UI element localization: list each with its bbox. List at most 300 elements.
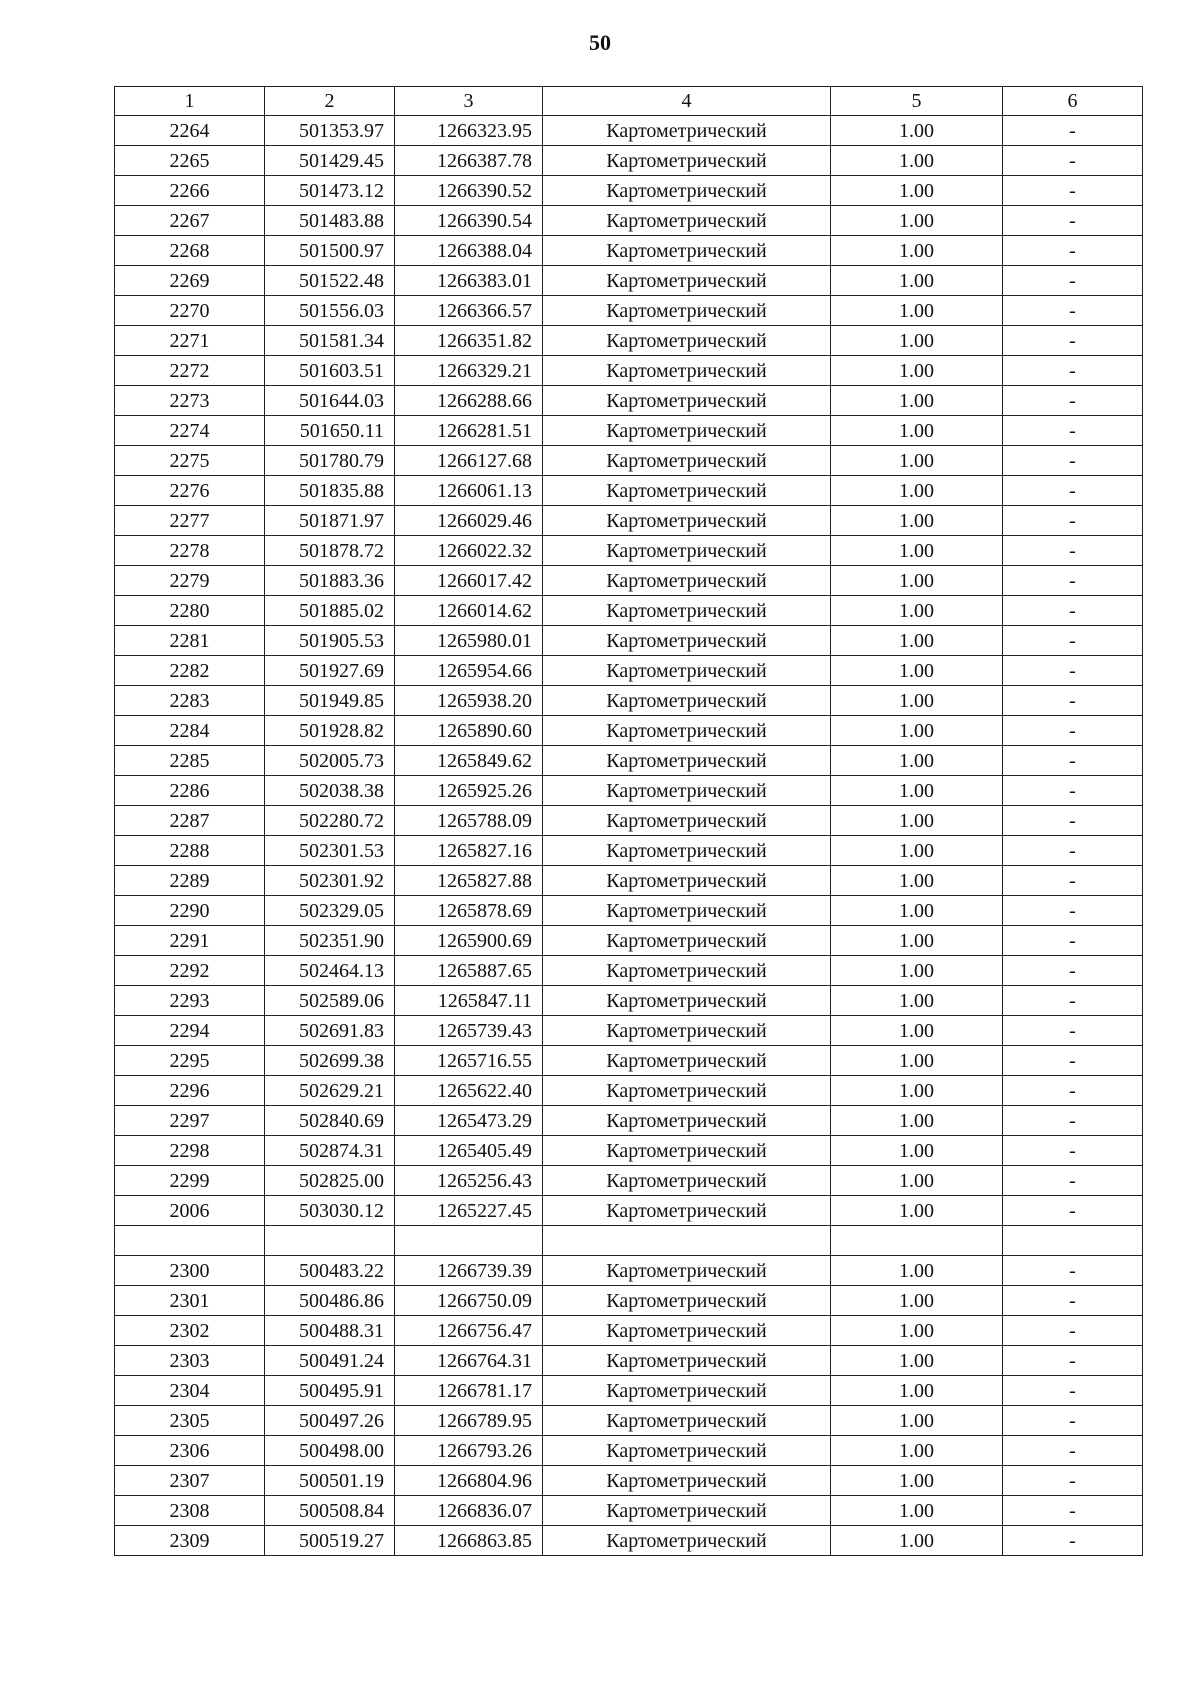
cell-method: Картометрический bbox=[543, 506, 831, 536]
cell-note: - bbox=[1003, 1196, 1143, 1226]
table-row bbox=[115, 716, 1143, 746]
cell-method: Картометрический bbox=[543, 1436, 831, 1466]
cell-coord-x: 502038.38 bbox=[265, 776, 395, 806]
cell-coord-x: 501581.34 bbox=[265, 326, 395, 356]
cell-coord-y: 1265847.11 bbox=[395, 986, 543, 1016]
cell-note: - bbox=[1003, 866, 1143, 896]
cell-point-number: 2273 bbox=[115, 386, 265, 416]
cell-point-number: 2267 bbox=[115, 206, 265, 236]
cell-note: - bbox=[1003, 266, 1143, 296]
cell-coord-y: 1266789.95 bbox=[395, 1406, 543, 1436]
table-row bbox=[115, 896, 1143, 926]
table-row bbox=[115, 1196, 1143, 1226]
cell-coord-y: 1266323.95 bbox=[395, 116, 543, 146]
cell-coord-x: 501353.97 bbox=[265, 116, 395, 146]
cell-coord-y: 1266383.01 bbox=[395, 266, 543, 296]
cell-coord-x: 501927.69 bbox=[265, 656, 395, 686]
cell-accuracy: 1.00 bbox=[831, 1436, 1003, 1466]
cell-coord-y: 1266836.07 bbox=[395, 1496, 543, 1526]
cell-point-number: 2283 bbox=[115, 686, 265, 716]
table-row bbox=[115, 206, 1143, 236]
cell-accuracy: 1.00 bbox=[831, 1256, 1003, 1286]
cell-point-number: 2266 bbox=[115, 176, 265, 206]
cell-point-number: 2271 bbox=[115, 326, 265, 356]
cell-point-number: 2278 bbox=[115, 536, 265, 566]
cell-point-number: 2281 bbox=[115, 626, 265, 656]
header-col-2: 2 bbox=[265, 87, 395, 116]
table-row bbox=[115, 416, 1143, 446]
cell-method: Картометрический bbox=[543, 566, 831, 596]
cell-method: Картометрический bbox=[543, 206, 831, 236]
cell-note: - bbox=[1003, 476, 1143, 506]
cell-accuracy: 1.00 bbox=[831, 986, 1003, 1016]
cell-coord-x: 502329.05 bbox=[265, 896, 395, 926]
cell-coord-x: 502699.38 bbox=[265, 1046, 395, 1076]
cell-accuracy: 1.00 bbox=[831, 1016, 1003, 1046]
cell-point-number: 2285 bbox=[115, 746, 265, 776]
table-row bbox=[115, 1436, 1143, 1466]
table-row bbox=[115, 866, 1143, 896]
cell-method: Картометрический bbox=[543, 1286, 831, 1316]
cell-coord-y: 1266764.31 bbox=[395, 1346, 543, 1376]
table-row bbox=[115, 446, 1143, 476]
cell-coord-y: 1266029.46 bbox=[395, 506, 543, 536]
table-row bbox=[115, 476, 1143, 506]
cell-point-number: 2272 bbox=[115, 356, 265, 386]
cell-method: Картометрический bbox=[543, 1106, 831, 1136]
table-row bbox=[115, 1376, 1143, 1406]
table-row bbox=[115, 1106, 1143, 1136]
cell-method: Картометрический bbox=[543, 356, 831, 386]
cell-method: Картометрический bbox=[543, 476, 831, 506]
cell-coord-x: 501556.03 bbox=[265, 296, 395, 326]
cell-coord-y: 1265827.16 bbox=[395, 836, 543, 866]
cell-accuracy: 1.00 bbox=[831, 626, 1003, 656]
cell-method: Картометрический bbox=[543, 1526, 831, 1556]
cell-coord-y: 1266017.42 bbox=[395, 566, 543, 596]
table-body bbox=[115, 116, 1143, 1556]
cell-coord-x: 502280.72 bbox=[265, 806, 395, 836]
cell-note: - bbox=[1003, 1406, 1143, 1436]
cell-coord-x: 501780.79 bbox=[265, 446, 395, 476]
coordinates-table bbox=[114, 86, 1143, 1556]
cell-coord-y: 1265788.09 bbox=[395, 806, 543, 836]
cell-method: Картометрический bbox=[543, 836, 831, 866]
cell-accuracy: 1.00 bbox=[831, 416, 1003, 446]
cell-point-number: 2294 bbox=[115, 1016, 265, 1046]
cell-method: Картометрический bbox=[543, 1496, 831, 1526]
cell-accuracy: 1.00 bbox=[831, 1406, 1003, 1436]
table-row bbox=[115, 176, 1143, 206]
cell-coord-x: 500508.84 bbox=[265, 1496, 395, 1526]
table-header bbox=[115, 87, 1143, 116]
cell-coord-x: 502351.90 bbox=[265, 926, 395, 956]
cell-coord-x: 501835.88 bbox=[265, 476, 395, 506]
cell-method: Картометрический bbox=[543, 656, 831, 686]
table-row bbox=[115, 1046, 1143, 1076]
cell-coord-y: 1265938.20 bbox=[395, 686, 543, 716]
cell-accuracy: 1.00 bbox=[831, 746, 1003, 776]
cell-coord-y: 1266390.54 bbox=[395, 206, 543, 236]
cell-coord-y: 1266366.57 bbox=[395, 296, 543, 326]
header-col-5: 5 bbox=[831, 87, 1003, 116]
cell-accuracy: 1.00 bbox=[831, 116, 1003, 146]
cell-method: Картометрический bbox=[543, 776, 831, 806]
cell-coord-x: 501883.36 bbox=[265, 566, 395, 596]
table-row bbox=[115, 236, 1143, 266]
cell-accuracy: 1.00 bbox=[831, 146, 1003, 176]
cell-point-number: 2276 bbox=[115, 476, 265, 506]
cell-coord-x: 500519.27 bbox=[265, 1526, 395, 1556]
cell-point-number: 2277 bbox=[115, 506, 265, 536]
table-row bbox=[115, 296, 1143, 326]
table-row bbox=[115, 1496, 1143, 1526]
cell-point-number: 2299 bbox=[115, 1166, 265, 1196]
cell-note: - bbox=[1003, 1526, 1143, 1556]
cell-coord-x bbox=[265, 1226, 395, 1256]
cell-coord-x: 501522.48 bbox=[265, 266, 395, 296]
cell-point-number: 2268 bbox=[115, 236, 265, 266]
cell-coord-y: 1265473.29 bbox=[395, 1106, 543, 1136]
cell-accuracy: 1.00 bbox=[831, 176, 1003, 206]
cell-method: Картометрический bbox=[543, 326, 831, 356]
table-row bbox=[115, 986, 1143, 1016]
table-row bbox=[115, 1166, 1143, 1196]
cell-accuracy: 1.00 bbox=[831, 866, 1003, 896]
header-row bbox=[115, 87, 1143, 116]
cell-note: - bbox=[1003, 326, 1143, 356]
cell-accuracy: 1.00 bbox=[831, 506, 1003, 536]
cell-coord-x: 501429.45 bbox=[265, 146, 395, 176]
cell-method: Картометрический bbox=[543, 1256, 831, 1286]
cell-method: Картометрический bbox=[543, 296, 831, 326]
cell-note: - bbox=[1003, 1346, 1143, 1376]
cell-point-number: 2286 bbox=[115, 776, 265, 806]
cell-point-number: 2275 bbox=[115, 446, 265, 476]
cell-method: Картометрический bbox=[543, 896, 831, 926]
cell-note: - bbox=[1003, 1286, 1143, 1316]
table-row bbox=[115, 1226, 1143, 1256]
cell-note: - bbox=[1003, 176, 1143, 206]
table-row bbox=[115, 956, 1143, 986]
cell-accuracy: 1.00 bbox=[831, 716, 1003, 746]
cell-note: - bbox=[1003, 1046, 1143, 1076]
cell-method: Картометрический bbox=[543, 1346, 831, 1376]
cell-coord-y: 1266387.78 bbox=[395, 146, 543, 176]
cell-coord-y: 1265878.69 bbox=[395, 896, 543, 926]
cell-method: Картометрический bbox=[543, 1316, 831, 1346]
table-row bbox=[115, 1136, 1143, 1166]
cell-accuracy: 1.00 bbox=[831, 1346, 1003, 1376]
cell-note: - bbox=[1003, 686, 1143, 716]
cell-coord-x: 502301.53 bbox=[265, 836, 395, 866]
table-row bbox=[115, 506, 1143, 536]
table-row bbox=[115, 1466, 1143, 1496]
cell-point-number: 2297 bbox=[115, 1106, 265, 1136]
cell-coord-y: 1266750.09 bbox=[395, 1286, 543, 1316]
cell-note: - bbox=[1003, 146, 1143, 176]
table-row bbox=[115, 836, 1143, 866]
cell-coord-x: 501949.85 bbox=[265, 686, 395, 716]
cell-accuracy bbox=[831, 1226, 1003, 1256]
cell-coord-y: 1265739.43 bbox=[395, 1016, 543, 1046]
cell-accuracy: 1.00 bbox=[831, 236, 1003, 266]
cell-method: Картометрический bbox=[543, 1406, 831, 1436]
cell-point-number: 2288 bbox=[115, 836, 265, 866]
cell-coord-x: 502874.31 bbox=[265, 1136, 395, 1166]
cell-coord-x: 501603.51 bbox=[265, 356, 395, 386]
cell-method: Картометрический bbox=[543, 176, 831, 206]
cell-coord-y: 1265900.69 bbox=[395, 926, 543, 956]
cell-accuracy: 1.00 bbox=[831, 1526, 1003, 1556]
cell-method: Картометрический bbox=[543, 806, 831, 836]
cell-point-number: 2306 bbox=[115, 1436, 265, 1466]
table-row bbox=[115, 1256, 1143, 1286]
cell-method: Картометрический bbox=[543, 236, 831, 266]
table-row bbox=[115, 926, 1143, 956]
cell-note: - bbox=[1003, 986, 1143, 1016]
cell-accuracy: 1.00 bbox=[831, 1496, 1003, 1526]
cell-point-number: 2287 bbox=[115, 806, 265, 836]
cell-method: Картометрический bbox=[543, 956, 831, 986]
cell-coord-y: 1265849.62 bbox=[395, 746, 543, 776]
cell-coord-y: 1265405.49 bbox=[395, 1136, 543, 1166]
header-col-1: 1 bbox=[115, 87, 265, 116]
cell-point-number bbox=[115, 1226, 265, 1256]
cell-accuracy: 1.00 bbox=[831, 956, 1003, 986]
cell-point-number: 2307 bbox=[115, 1466, 265, 1496]
cell-method: Картометрический bbox=[543, 146, 831, 176]
table-row bbox=[115, 746, 1143, 776]
cell-note: - bbox=[1003, 806, 1143, 836]
cell-accuracy: 1.00 bbox=[831, 536, 1003, 566]
cell-accuracy: 1.00 bbox=[831, 296, 1003, 326]
cell-point-number: 2303 bbox=[115, 1346, 265, 1376]
cell-point-number: 2305 bbox=[115, 1406, 265, 1436]
cell-point-number: 2308 bbox=[115, 1496, 265, 1526]
cell-note: - bbox=[1003, 746, 1143, 776]
cell-coord-x: 502589.06 bbox=[265, 986, 395, 1016]
cell-accuracy: 1.00 bbox=[831, 836, 1003, 866]
cell-method: Картометрический bbox=[543, 1136, 831, 1166]
cell-coord-y: 1266014.62 bbox=[395, 596, 543, 626]
cell-coord-x: 502301.92 bbox=[265, 866, 395, 896]
cell-note: - bbox=[1003, 236, 1143, 266]
cell-accuracy: 1.00 bbox=[831, 386, 1003, 416]
cell-point-number: 2269 bbox=[115, 266, 265, 296]
cell-point-number: 2291 bbox=[115, 926, 265, 956]
cell-coord-y: 1265925.26 bbox=[395, 776, 543, 806]
cell-coord-x: 500495.91 bbox=[265, 1376, 395, 1406]
cell-method: Картометрический bbox=[543, 386, 831, 416]
table-row bbox=[115, 1316, 1143, 1346]
cell-note: - bbox=[1003, 836, 1143, 866]
cell-accuracy: 1.00 bbox=[831, 1046, 1003, 1076]
table-row bbox=[115, 1016, 1143, 1046]
cell-point-number: 2295 bbox=[115, 1046, 265, 1076]
cell-note: - bbox=[1003, 1436, 1143, 1466]
cell-method: Картометрический bbox=[543, 416, 831, 446]
header-col-4: 4 bbox=[543, 87, 831, 116]
cell-point-number: 2270 bbox=[115, 296, 265, 326]
cell-coord-x: 501644.03 bbox=[265, 386, 395, 416]
cell-point-number: 2292 bbox=[115, 956, 265, 986]
cell-coord-y: 1266329.21 bbox=[395, 356, 543, 386]
cell-coord-y: 1266863.85 bbox=[395, 1526, 543, 1556]
cell-accuracy: 1.00 bbox=[831, 686, 1003, 716]
cell-coord-y: 1266756.47 bbox=[395, 1316, 543, 1346]
cell-note: - bbox=[1003, 206, 1143, 236]
cell-point-number: 2296 bbox=[115, 1076, 265, 1106]
cell-coord-x: 501871.97 bbox=[265, 506, 395, 536]
cell-coord-y: 1266127.68 bbox=[395, 446, 543, 476]
cell-note: - bbox=[1003, 596, 1143, 626]
cell-note: - bbox=[1003, 386, 1143, 416]
table-row bbox=[115, 146, 1143, 176]
cell-coord-y: 1266804.96 bbox=[395, 1466, 543, 1496]
cell-note: - bbox=[1003, 566, 1143, 596]
cell-coord-y: 1265890.60 bbox=[395, 716, 543, 746]
cell-accuracy: 1.00 bbox=[831, 266, 1003, 296]
cell-point-number: 2304 bbox=[115, 1376, 265, 1406]
cell-coord-y: 1266022.32 bbox=[395, 536, 543, 566]
cell-point-number: 2265 bbox=[115, 146, 265, 176]
cell-method: Картометрический bbox=[543, 986, 831, 1016]
cell-point-number: 2301 bbox=[115, 1286, 265, 1316]
cell-point-number: 2279 bbox=[115, 566, 265, 596]
cell-accuracy: 1.00 bbox=[831, 1316, 1003, 1346]
cell-coord-x: 500491.24 bbox=[265, 1346, 395, 1376]
cell-accuracy: 1.00 bbox=[831, 656, 1003, 686]
cell-note: - bbox=[1003, 656, 1143, 686]
cell-coord-y: 1266739.39 bbox=[395, 1256, 543, 1286]
cell-point-number: 2006 bbox=[115, 1196, 265, 1226]
cell-coord-y: 1266061.13 bbox=[395, 476, 543, 506]
cell-coord-x: 500498.00 bbox=[265, 1436, 395, 1466]
cell-note: - bbox=[1003, 356, 1143, 386]
table-row bbox=[115, 1346, 1143, 1376]
cell-note: - bbox=[1003, 1166, 1143, 1196]
cell-coord-x: 501483.88 bbox=[265, 206, 395, 236]
cell-method: Картометрический bbox=[543, 446, 831, 476]
cell-point-number: 2274 bbox=[115, 416, 265, 446]
cell-coord-x: 502691.83 bbox=[265, 1016, 395, 1046]
cell-point-number: 2309 bbox=[115, 1526, 265, 1556]
cell-method: Картометрический bbox=[543, 1376, 831, 1406]
cell-method: Картометрический bbox=[543, 1076, 831, 1106]
cell-method: Картометрический bbox=[543, 716, 831, 746]
cell-coord-x: 501473.12 bbox=[265, 176, 395, 206]
cell-note: - bbox=[1003, 626, 1143, 656]
table-row bbox=[115, 596, 1143, 626]
cell-point-number: 2302 bbox=[115, 1316, 265, 1346]
table-row bbox=[115, 1286, 1143, 1316]
cell-coord-y: 1265887.65 bbox=[395, 956, 543, 986]
table-row bbox=[115, 776, 1143, 806]
cell-coord-x: 501878.72 bbox=[265, 536, 395, 566]
cell-coord-y: 1265622.40 bbox=[395, 1076, 543, 1106]
cell-coord-y: 1266281.51 bbox=[395, 416, 543, 446]
cell-coord-y: 1266351.82 bbox=[395, 326, 543, 356]
cell-method: Картометрический bbox=[543, 686, 831, 716]
cell-method: Картометрический bbox=[543, 116, 831, 146]
cell-method: Картометрический bbox=[543, 1046, 831, 1076]
cell-method: Картометрический bbox=[543, 1016, 831, 1046]
cell-accuracy: 1.00 bbox=[831, 206, 1003, 236]
cell-note: - bbox=[1003, 1496, 1143, 1526]
cell-method: Картометрический bbox=[543, 1196, 831, 1226]
header-col-6: 6 bbox=[1003, 87, 1143, 116]
cell-accuracy: 1.00 bbox=[831, 1466, 1003, 1496]
cell-accuracy: 1.00 bbox=[831, 596, 1003, 626]
cell-note: - bbox=[1003, 896, 1143, 926]
cell-coord-x: 500486.86 bbox=[265, 1286, 395, 1316]
cell-note: - bbox=[1003, 416, 1143, 446]
cell-point-number: 2280 bbox=[115, 596, 265, 626]
cell-method: Картометрический bbox=[543, 536, 831, 566]
cell-coord-x: 503030.12 bbox=[265, 1196, 395, 1226]
table-row bbox=[115, 266, 1143, 296]
cell-note: - bbox=[1003, 1016, 1143, 1046]
cell-coord-x: 502825.00 bbox=[265, 1166, 395, 1196]
cell-method: Картометрический bbox=[543, 1166, 831, 1196]
cell-note: - bbox=[1003, 536, 1143, 566]
cell-coord-x: 501905.53 bbox=[265, 626, 395, 656]
cell-note: - bbox=[1003, 1466, 1143, 1496]
table-row bbox=[115, 326, 1143, 356]
cell-method: Картометрический bbox=[543, 866, 831, 896]
cell-point-number: 2300 bbox=[115, 1256, 265, 1286]
cell-note: - bbox=[1003, 446, 1143, 476]
cell-accuracy: 1.00 bbox=[831, 1136, 1003, 1166]
table-row bbox=[115, 1526, 1143, 1556]
table-row bbox=[115, 626, 1143, 656]
cell-coord-x: 500497.26 bbox=[265, 1406, 395, 1436]
cell-coord-x: 502629.21 bbox=[265, 1076, 395, 1106]
cell-note: - bbox=[1003, 1376, 1143, 1406]
cell-coord-y: 1266793.26 bbox=[395, 1436, 543, 1466]
cell-point-number: 2282 bbox=[115, 656, 265, 686]
cell-point-number: 2290 bbox=[115, 896, 265, 926]
cell-accuracy: 1.00 bbox=[831, 1286, 1003, 1316]
page-number: 50 bbox=[589, 30, 611, 55]
cell-note: - bbox=[1003, 116, 1143, 146]
cell-coord-x: 501500.97 bbox=[265, 236, 395, 266]
cell-coord-x: 502464.13 bbox=[265, 956, 395, 986]
cell-coord-x: 500483.22 bbox=[265, 1256, 395, 1286]
cell-coord-y: 1266388.04 bbox=[395, 236, 543, 266]
table-row bbox=[115, 356, 1143, 386]
cell-note: - bbox=[1003, 1316, 1143, 1346]
cell-coord-y: 1265954.66 bbox=[395, 656, 543, 686]
cell-note: - bbox=[1003, 716, 1143, 746]
header-col-3: 3 bbox=[395, 87, 543, 116]
cell-coord-y: 1266288.66 bbox=[395, 386, 543, 416]
cell-coord-x: 500501.19 bbox=[265, 1466, 395, 1496]
cell-accuracy: 1.00 bbox=[831, 806, 1003, 836]
table-row bbox=[115, 566, 1143, 596]
cell-coord-x: 501650.11 bbox=[265, 416, 395, 446]
cell-note: - bbox=[1003, 956, 1143, 986]
cell-accuracy: 1.00 bbox=[831, 446, 1003, 476]
cell-coord-y: 1265827.88 bbox=[395, 866, 543, 896]
cell-accuracy: 1.00 bbox=[831, 776, 1003, 806]
cell-method: Картометрический bbox=[543, 926, 831, 956]
table-row bbox=[115, 536, 1143, 566]
cell-note bbox=[1003, 1226, 1143, 1256]
cell-accuracy: 1.00 bbox=[831, 1076, 1003, 1106]
table-row bbox=[115, 386, 1143, 416]
